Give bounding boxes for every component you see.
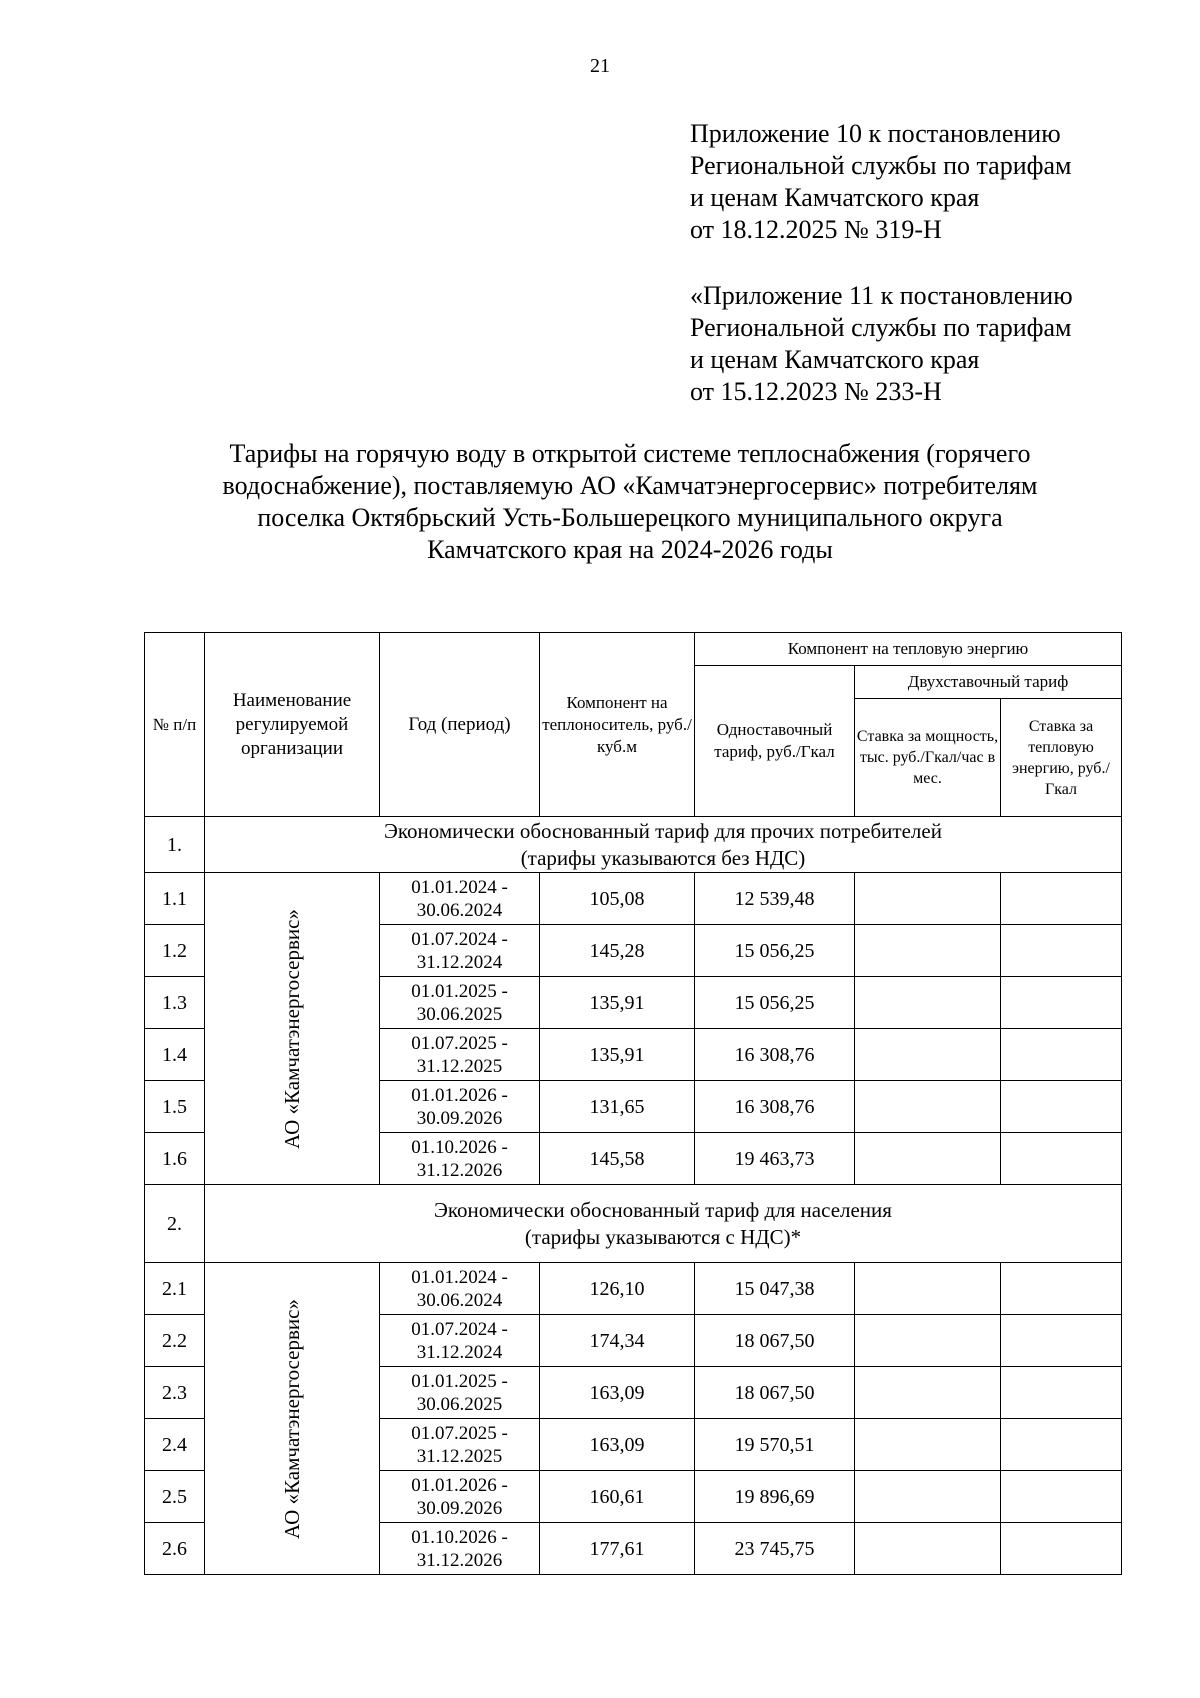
single-rate-value: 12 539,48 (695, 873, 855, 925)
table-row (145, 873, 1122, 925)
org-name-cell (205, 1263, 380, 1575)
section-title-line: (тарифы указываются с НДС)* (524, 1224, 802, 1249)
period-to: 31.12.2026 (416, 1549, 503, 1571)
row-num: 1.6 (145, 1133, 205, 1185)
header-capacity-rate: Ставка за мощность, тыс. руб./Гкал/час в мес. (855, 699, 1001, 817)
period-cell (380, 1029, 540, 1081)
section-row (145, 817, 1122, 873)
tariff-table (144, 632, 1122, 1575)
header-two-rate: Двухставочный тариф (855, 666, 1122, 699)
appendix-amended-line: Региональной службы по тарифам (690, 313, 1072, 342)
header-period: Год (период) (380, 633, 540, 817)
single-rate-value: 23 745,75 (695, 1523, 855, 1575)
row-num: 1.3 (145, 977, 205, 1029)
appendix-current-reference (690, 118, 1071, 246)
appendix-amended-line: «Приложение 11 к постановлению (690, 281, 1073, 310)
section-title-line: Экономически обоснованный тариф для прочих потребителей (384, 818, 942, 843)
energy-rate-value (1001, 1263, 1122, 1315)
appendix-current-line: Региональной службы по тарифам (690, 151, 1072, 180)
header-energy-rate: Ставка за тепловую энергию, руб./Гкал (1001, 699, 1122, 817)
period-from: 01.01.2025 - (411, 1370, 508, 1392)
period-cell (380, 1419, 540, 1471)
period-cell (380, 1471, 540, 1523)
row-num: 1.5 (145, 1081, 205, 1133)
period-cell (380, 1523, 540, 1575)
period-to: 30.06.2024 (416, 1289, 503, 1311)
energy-rate-value (1001, 1133, 1122, 1185)
period-to: 31.12.2026 (416, 1159, 503, 1181)
page-number: 21 (590, 55, 610, 77)
period-to: 30.06.2025 (416, 1003, 503, 1025)
row-num: 2.4 (145, 1419, 205, 1471)
energy-rate-value (1001, 873, 1122, 925)
carrier-value: 163,09 (540, 1367, 695, 1419)
capacity-rate-value (855, 1523, 1001, 1575)
capacity-rate-value (855, 1471, 1001, 1523)
section-num: 1. (145, 817, 205, 873)
energy-rate-value (1001, 1315, 1122, 1367)
period-to: 31.12.2024 (416, 1341, 503, 1363)
header-energy-component: Компонент на тепловую энергию (695, 633, 1122, 666)
org-name: АО «Камчатэнергосервис» (280, 1298, 304, 1539)
single-rate-value: 19 570,51 (695, 1419, 855, 1471)
section-title (205, 1185, 1122, 1263)
period-cell (380, 1263, 540, 1315)
section-title-line: Экономически обоснованный тариф для населения (434, 1197, 892, 1222)
single-rate-value: 16 308,76 (695, 1029, 855, 1081)
energy-rate-value (1001, 925, 1122, 977)
period-cell (380, 1081, 540, 1133)
carrier-value: 163,09 (540, 1419, 695, 1471)
period-cell (380, 1133, 540, 1185)
period-from: 01.07.2025 - (411, 1032, 508, 1054)
single-rate-value: 18 067,50 (695, 1315, 855, 1367)
period-to: 30.09.2026 (416, 1497, 503, 1519)
capacity-rate-value (855, 873, 1001, 925)
period-from: 01.10.2026 - (411, 1136, 508, 1158)
carrier-value: 174,34 (540, 1315, 695, 1367)
period-from: 01.01.2025 - (411, 980, 508, 1002)
energy-rate-value (1001, 1081, 1122, 1133)
single-rate-value: 18 067,50 (695, 1367, 855, 1419)
period-from: 01.01.2024 - (411, 1266, 508, 1288)
capacity-rate-value (855, 1367, 1001, 1419)
period-from: 01.01.2026 - (411, 1474, 508, 1496)
period-from: 01.07.2024 - (411, 928, 508, 950)
row-num: 2.3 (145, 1367, 205, 1419)
document-title-line: поселка Октябрьский Усть-Большерецкого муниципального округа (257, 503, 1003, 532)
energy-rate-value (1001, 1367, 1122, 1419)
row-num: 2.1 (145, 1263, 205, 1315)
document-title-line: Камчатского края на 2024-2026 годы (427, 535, 833, 564)
capacity-rate-value (855, 1029, 1001, 1081)
appendix-amended-reference (690, 280, 1073, 408)
period-from: 01.01.2024 - (411, 876, 508, 898)
carrier-value: 126,10 (540, 1263, 695, 1315)
carrier-value: 160,61 (540, 1471, 695, 1523)
period-cell (380, 1315, 540, 1367)
period-to: 31.12.2025 (416, 1445, 503, 1467)
energy-rate-value (1001, 1471, 1122, 1523)
period-from: 01.10.2026 - (411, 1526, 508, 1548)
header-org: Наименование регулируемой организации (205, 633, 380, 817)
capacity-rate-value (855, 1419, 1001, 1471)
period-to: 30.06.2025 (416, 1393, 503, 1415)
capacity-rate-value (855, 925, 1001, 977)
period-cell (380, 873, 540, 925)
period-from: 01.07.2025 - (411, 1422, 508, 1444)
single-rate-value: 15 056,25 (695, 977, 855, 1029)
org-name: АО «Камчатэнергосервис» (280, 908, 304, 1149)
capacity-rate-value (855, 1081, 1001, 1133)
table-row (145, 1263, 1122, 1315)
energy-rate-value (1001, 1029, 1122, 1081)
single-rate-value: 19 463,73 (695, 1133, 855, 1185)
document-title-line: водоснабжение), поставляемую АО «Камчатэнергосервис» потребителям (222, 471, 1038, 500)
carrier-value: 145,58 (540, 1133, 695, 1185)
appendix-current-line: Приложение 10 к постановлению (690, 119, 1061, 148)
row-num: 2.6 (145, 1523, 205, 1575)
carrier-value: 177,61 (540, 1523, 695, 1575)
row-num: 1.2 (145, 925, 205, 977)
section-row (145, 1185, 1122, 1263)
single-rate-value: 15 056,25 (695, 925, 855, 977)
carrier-value: 135,91 (540, 977, 695, 1029)
capacity-rate-value (855, 977, 1001, 1029)
section-title (205, 817, 1122, 873)
period-from: 01.07.2024 - (411, 1318, 508, 1340)
row-num: 2.2 (145, 1315, 205, 1367)
single-rate-value: 16 308,76 (695, 1081, 855, 1133)
appendix-current-line: от 18.12.2025 № 319-Н (690, 215, 942, 244)
carrier-value: 131,65 (540, 1081, 695, 1133)
period-cell (380, 1367, 540, 1419)
period-to: 31.12.2025 (416, 1055, 503, 1077)
single-rate-value: 19 896,69 (695, 1471, 855, 1523)
row-num: 1.4 (145, 1029, 205, 1081)
appendix-amended-line: и ценам Камчатского края (690, 345, 980, 374)
row-num: 2.5 (145, 1471, 205, 1523)
energy-rate-value (1001, 977, 1122, 1029)
appendix-amended-line: от 15.12.2023 № 233-Н (690, 377, 942, 406)
section-title-line: (тарифы указываются без НДС) (520, 845, 806, 870)
carrier-value: 145,28 (540, 925, 695, 977)
period-from: 01.01.2026 - (411, 1084, 508, 1106)
period-to: 30.06.2024 (416, 899, 503, 921)
org-name-cell (205, 873, 380, 1185)
section-num: 2. (145, 1185, 205, 1263)
row-num: 1.1 (145, 873, 205, 925)
period-cell (380, 977, 540, 1029)
capacity-rate-value (855, 1133, 1001, 1185)
carrier-value: 135,91 (540, 1029, 695, 1081)
header-single-rate: Одноставочный тариф, руб./Гкал (695, 666, 855, 817)
energy-rate-value (1001, 1419, 1122, 1471)
energy-rate-value (1001, 1523, 1122, 1575)
document-title (140, 438, 1120, 566)
document-title-line: Тарифы на горячую воду в открытой системе теплоснабжения (горячего (229, 439, 1031, 468)
capacity-rate-value (855, 1263, 1001, 1315)
capacity-rate-value (855, 1315, 1001, 1367)
period-to: 30.09.2026 (416, 1107, 503, 1129)
period-to: 31.12.2024 (416, 951, 503, 973)
header-carrier-component: Компонент на теплоноситель, руб./куб.м (540, 633, 695, 817)
period-cell (380, 925, 540, 977)
single-rate-value: 15 047,38 (695, 1263, 855, 1315)
header-num: № п/п (145, 633, 205, 817)
appendix-current-line: и ценам Камчатского края (690, 183, 980, 212)
carrier-value: 105,08 (540, 873, 695, 925)
